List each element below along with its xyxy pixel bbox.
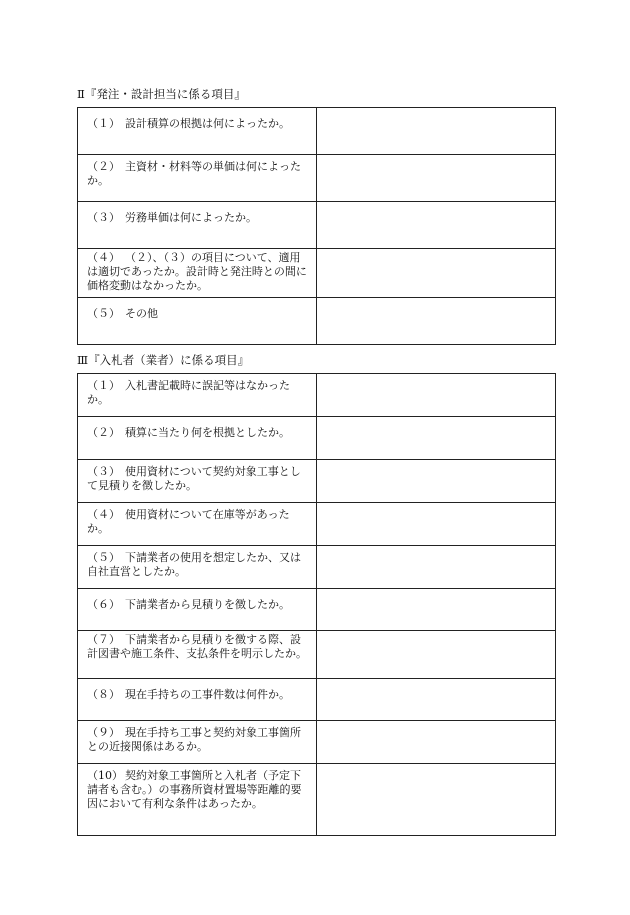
answer-cell[interactable] (317, 298, 556, 345)
question-cell (78, 503, 317, 546)
question-cell (78, 764, 317, 836)
item-text: 主資材・材料等の単価は何によったか。 (87, 160, 301, 187)
answer-cell[interactable] (317, 155, 556, 202)
item-number: （６） (87, 598, 120, 611)
question-cell (78, 631, 317, 679)
answer-cell[interactable] (317, 460, 556, 503)
table-row (78, 679, 556, 721)
question-cell (78, 546, 317, 589)
answer-cell[interactable] (317, 546, 556, 589)
question-cell (78, 374, 317, 417)
answer-cell[interactable] (317, 631, 556, 679)
item-text: 下請業者の使用を想定したか、又は自社直営としたか。 (87, 551, 301, 578)
item-number: （１） (87, 379, 120, 392)
table-row (78, 417, 556, 460)
table-row (78, 155, 556, 202)
item-number: （３） (87, 465, 120, 478)
question-cell (78, 249, 317, 298)
question-cell (78, 460, 317, 503)
ordering-design-checklist-table (77, 107, 556, 345)
answer-cell[interactable] (317, 417, 556, 460)
table-row (78, 249, 556, 298)
item-number: （５） (87, 307, 120, 320)
item-text: その他 (125, 307, 158, 320)
answer-cell[interactable] (317, 679, 556, 721)
item-number: （３） (87, 211, 120, 224)
table-row (78, 202, 556, 249)
section-heading-ordering-design: Ⅱ『発注・設計担当に係る項目』 (77, 87, 246, 101)
question-cell (78, 108, 317, 155)
item-number: （８） (87, 688, 120, 701)
table-row (78, 503, 556, 546)
item-number: （４） (87, 251, 120, 264)
table-row (78, 764, 556, 836)
item-text: 使用資材について契約対象工事として見積りを徴したか。 (87, 465, 301, 492)
item-text: 労務単価は何によったか。 (125, 211, 257, 224)
item-number: （４） (87, 508, 120, 521)
item-text: （２）、（３）の項目について、適用は適切であったか。設計時と発注時との間に価格変動はなかったか。 (87, 251, 307, 292)
item-number: （１） (87, 117, 120, 130)
table-row (78, 374, 556, 417)
table-row (78, 589, 556, 631)
item-text: 積算に当たり何を根拠としたか。 (125, 426, 290, 439)
question-cell (78, 679, 317, 721)
item-text: 契約対象工事箇所と入札者（予定下請者も含む。）の事務所資材置場等距離的要因において有利な条件はあったか。 (87, 769, 302, 810)
answer-cell[interactable] (317, 503, 556, 546)
item-number: （２） (87, 426, 120, 439)
item-number: （５） (87, 551, 120, 564)
table-row (78, 298, 556, 345)
answer-cell[interactable] (317, 589, 556, 631)
question-cell (78, 298, 317, 345)
question-cell (78, 589, 317, 631)
answer-cell[interactable] (317, 374, 556, 417)
question-cell (78, 721, 317, 764)
section-heading-bidder: Ⅲ『入札者（業者）に係る項目』 (77, 353, 250, 367)
table-row (78, 546, 556, 589)
table-row (78, 460, 556, 503)
table-row (78, 721, 556, 764)
item-text: 入札書記載時に誤記等はなかったか。 (87, 379, 290, 406)
answer-cell[interactable] (317, 764, 556, 836)
item-text: 使用資材について在庫等があったか。 (87, 508, 290, 535)
item-text: 下請業者から見積りを徴したか。 (125, 598, 290, 611)
answer-cell[interactable] (317, 108, 556, 155)
item-text: 下請業者から見積りを徴する際、設計図書や施工条件、支払条件を明示したか。 (87, 633, 307, 660)
table-row (78, 108, 556, 155)
item-number: （７） (87, 633, 120, 646)
item-number: （10） (87, 769, 123, 782)
answer-cell[interactable] (317, 249, 556, 298)
item-text: 現在手持ち工事と契約対象工事箇所との近接関係はあるか。 (87, 726, 301, 753)
question-cell (78, 417, 317, 460)
item-number: （２） (87, 160, 120, 173)
answer-cell[interactable] (317, 721, 556, 764)
table-row (78, 631, 556, 679)
item-text: 現在手持ちの工事件数は何件か。 (125, 688, 290, 701)
answer-cell[interactable] (317, 202, 556, 249)
item-text: 設計積算の根拠は何によったか。 (125, 117, 290, 130)
question-cell (78, 155, 317, 202)
question-cell (78, 202, 317, 249)
item-number: （９） (87, 726, 120, 739)
bidder-checklist-table (77, 373, 556, 836)
